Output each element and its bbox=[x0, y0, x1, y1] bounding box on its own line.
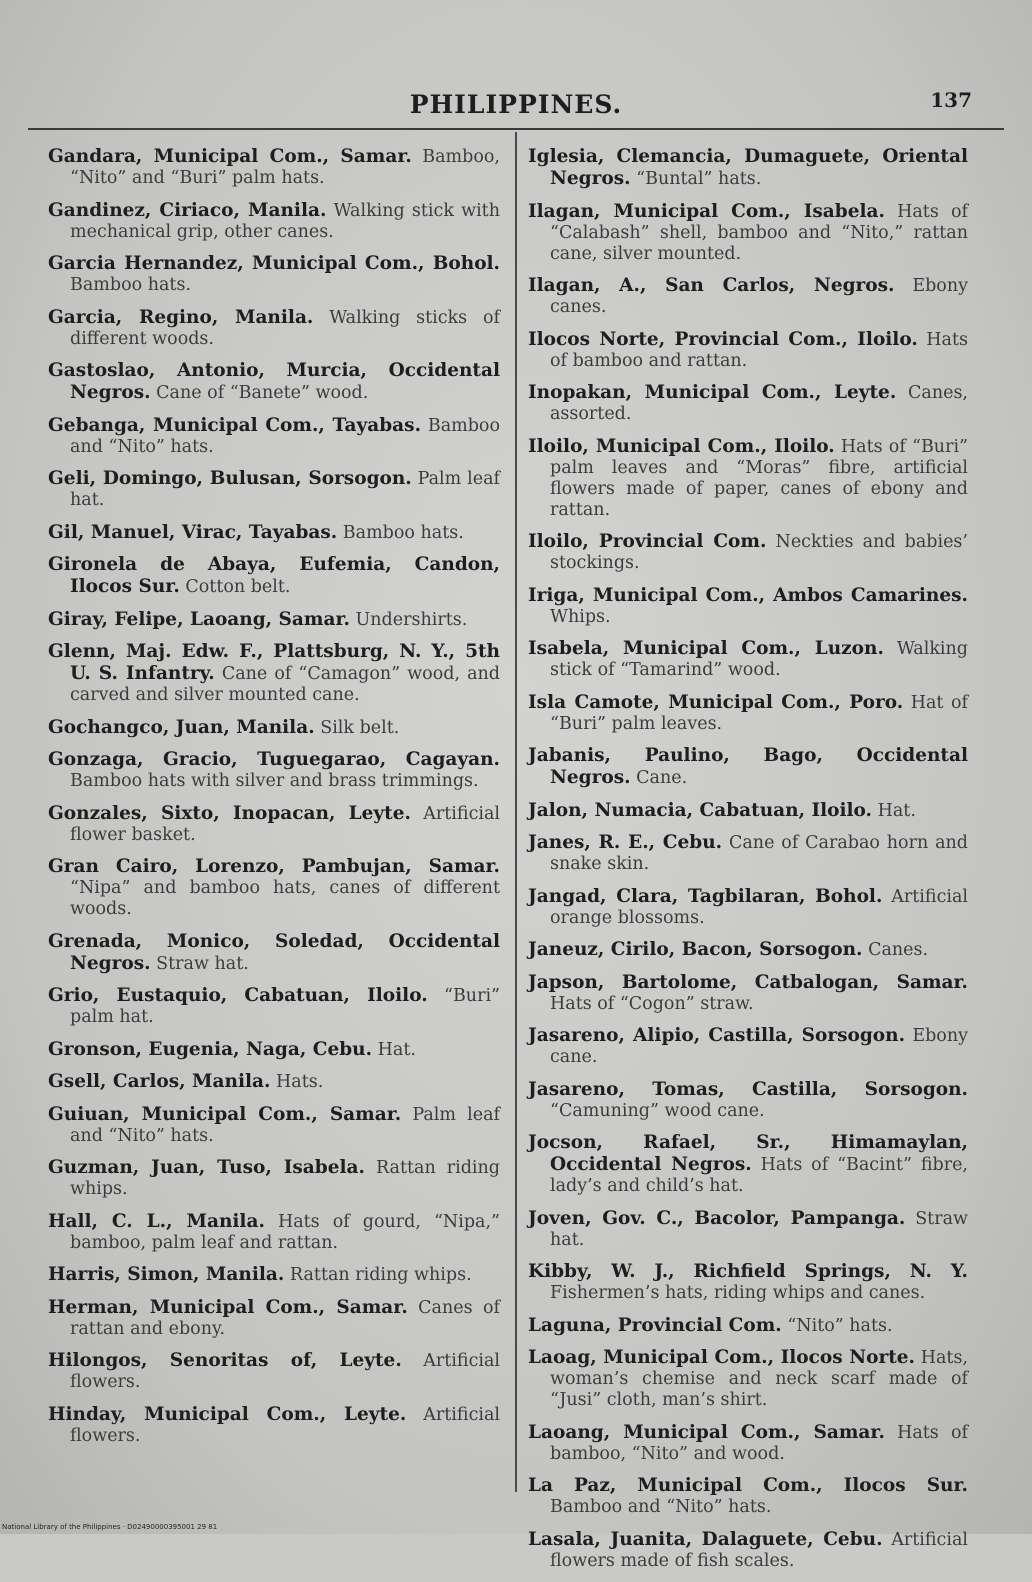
directory-entry bbox=[528, 1475, 968, 1518]
directory-entry bbox=[528, 329, 968, 372]
entry-name: Ilocos Norte, Provincial Com., Iloilo. bbox=[528, 328, 918, 350]
entry-description: “Nito” hats. bbox=[787, 1315, 893, 1336]
entry-name: Jocson, Rafael, Sr., Himamaylan, Occidental Negros. bbox=[528, 1132, 968, 1175]
directory-entry bbox=[48, 522, 500, 544]
directory-entry bbox=[528, 886, 968, 929]
directory-entry bbox=[528, 972, 968, 1015]
directory-entry bbox=[48, 749, 500, 792]
directory-entry bbox=[48, 146, 500, 189]
directory-entry bbox=[48, 1404, 500, 1447]
entry-name: Isla Camote, Municipal Com., Poro. bbox=[528, 691, 904, 713]
entry-description: Hats of “Cogon” straw. bbox=[550, 993, 754, 1014]
entry-description: Palm leaf hat. bbox=[70, 469, 500, 510]
directory-entry bbox=[528, 1208, 968, 1251]
entry-name: Gran Cairo, Lorenzo, Pambujan, Samar. bbox=[48, 856, 500, 877]
directory-entry bbox=[48, 985, 500, 1028]
directory-entry bbox=[528, 275, 968, 318]
entry-name: Herman, Municipal Com., Samar. bbox=[48, 1296, 408, 1318]
entry-name: Giray, Felipe, Laoang, Samar. bbox=[48, 608, 350, 630]
entry-name: Hall, C. L., Manila. bbox=[48, 1210, 265, 1232]
entry-name: Jasareno, Alipio, Castilla, Sorsogon. bbox=[528, 1025, 906, 1046]
entry-name: Iriga, Municipal Com., Ambos Camarines. bbox=[528, 584, 968, 606]
entry-description: Artificial flower basket. bbox=[70, 803, 500, 845]
directory-entry bbox=[48, 803, 500, 846]
directory-entry bbox=[48, 641, 500, 706]
entry-description: “Nipa” and bamboo hats, canes of different woods. bbox=[70, 878, 500, 919]
directory-entry bbox=[48, 253, 500, 296]
entry-description: “Buri” palm hat. bbox=[70, 986, 500, 1027]
entry-description: Artificial flowers made of fish scales. bbox=[550, 1529, 968, 1571]
directory-entry bbox=[48, 415, 500, 458]
entry-description: Neckties and babies’ stockings. bbox=[550, 532, 968, 573]
page-number: 137 bbox=[930, 88, 972, 112]
entry-name: Gandinez, Ciriaco, Manila. bbox=[48, 199, 327, 221]
entry-description: Cotton belt. bbox=[185, 577, 291, 597]
entry-name: La Paz, Municipal Com., Ilocos Sur. bbox=[528, 1475, 968, 1496]
entry-name: Kibby, W. J., Richfield Springs, N. Y. bbox=[528, 1261, 968, 1282]
directory-entry bbox=[48, 1297, 500, 1340]
entry-name: Gonzales, Sixto, Inopacan, Leyte. bbox=[48, 802, 411, 824]
directory-entry bbox=[528, 382, 968, 425]
entry-description: Hats, woman’s chemise and neck scarf made of “Jusi” cloth, man’s shirt. bbox=[550, 1348, 968, 1410]
entry-name: Grenada, Monico, Soledad, Occidental Negros. bbox=[48, 930, 500, 974]
entry-name: Ilagan, Municipal Com., Isabela. bbox=[528, 200, 885, 222]
entry-name: Hilongos, Senoritas of, Leyte. bbox=[48, 1350, 402, 1371]
entry-description: Hat of “Buri” palm leaves. bbox=[550, 692, 968, 734]
column-divider bbox=[515, 132, 517, 1492]
directory-entry bbox=[48, 554, 500, 598]
directory-entry bbox=[48, 360, 500, 404]
entry-name: Grio, Eustaquio, Cabatuan, Iloilo. bbox=[48, 985, 428, 1006]
entry-name: Janeuz, Cirilo, Bacon, Sorsogon. bbox=[528, 939, 863, 960]
entry-name: Gsell, Carlos, Manila. bbox=[48, 1071, 271, 1092]
entry-name: Joven, Gov. C., Bacolor, Pampanga. bbox=[528, 1207, 906, 1229]
entry-description: Bamboo hats. bbox=[342, 522, 464, 543]
entry-description: Cane of Carabao horn and snake skin. bbox=[550, 833, 968, 874]
entry-description: Hats of “Buri” palm leaves and “Moras” fibre, artificial flowers made of paper, canes of ebony and rattan. bbox=[550, 436, 968, 520]
directory-entry bbox=[528, 201, 968, 265]
directory-entry bbox=[48, 1039, 500, 1061]
entry-description: “Buntal” hats. bbox=[636, 169, 762, 189]
entry-description: Straw hat. bbox=[550, 1208, 968, 1250]
entry-description: Fishermen’s hats, riding whips and canes. bbox=[550, 1283, 926, 1303]
entry-name: Jasareno, Tomas, Castilla, Sorsogon. bbox=[528, 1078, 968, 1100]
entry-description: Whips. bbox=[550, 606, 611, 627]
entry-name: Janes, R. E., Cebu. bbox=[528, 832, 723, 853]
entry-description: Canes of rattan and ebony. bbox=[70, 1297, 500, 1339]
directory-entry bbox=[48, 1350, 500, 1393]
directory-entry bbox=[48, 717, 500, 739]
directory-entry bbox=[48, 931, 500, 975]
entry-description: Bamboo and “Nito” hats. bbox=[550, 1497, 772, 1517]
entry-description: Ebony canes. bbox=[550, 276, 968, 317]
directory-entry bbox=[528, 1079, 968, 1122]
directory-entry bbox=[528, 585, 968, 628]
directory-entry bbox=[48, 609, 500, 631]
entry-description: Silk belt. bbox=[320, 717, 400, 738]
entry-name: Gironela de Abaya, Eufemia, Candon, Ilocos Sur. bbox=[48, 554, 500, 597]
entry-name: Jangad, Clara, Tagbilaran, Bohol. bbox=[528, 885, 883, 907]
directory-entry bbox=[528, 436, 968, 521]
header-rule bbox=[28, 128, 1004, 130]
entry-name: Laoang, Municipal Com., Samar. bbox=[528, 1421, 885, 1443]
entry-name: Gonzaga, Gracio, Tuguegarao, Cagayan. bbox=[48, 749, 500, 770]
scan-credit: National Library of the Philippines · D02490000395001 29 81 bbox=[2, 1523, 218, 1531]
entry-name: Glenn, Maj. Edw. F., Plattsburg, N. Y., 5th U. S. Infantry. bbox=[48, 641, 500, 684]
directory-entry bbox=[528, 1315, 968, 1337]
entry-name: Gronson, Eugenia, Naga, Cebu. bbox=[48, 1038, 373, 1060]
entry-name: Ilagan, A., San Carlos, Negros. bbox=[528, 275, 895, 296]
entry-description: Hats of “Calabash” shell, bamboo and “Nito,” rattan cane, silver mounted. bbox=[550, 201, 968, 264]
directory-entry bbox=[48, 1071, 500, 1093]
entry-description: Hat. bbox=[877, 800, 916, 821]
entry-description: Ebony cane. bbox=[550, 1026, 968, 1067]
directory-entry bbox=[528, 638, 968, 681]
directory-entry bbox=[528, 939, 968, 961]
entry-description: Walking sticks of different woods. bbox=[70, 307, 500, 349]
entry-name: Iloilo, Municipal Com., Iloilo. bbox=[528, 435, 835, 457]
entry-name: Japson, Bartolome, Catbalogan, Samar. bbox=[528, 971, 968, 993]
entry-description: Artificial orange blossoms. bbox=[550, 886, 968, 928]
entry-description: Hats of gourd, “Nipa,” bamboo, palm leaf and rattan. bbox=[70, 1211, 500, 1253]
entry-name: Laoag, Municipal Com., Ilocos Norte. bbox=[528, 1347, 915, 1368]
entry-name: Jabanis, Paulino, Bago, Occidental Negros. bbox=[528, 745, 968, 788]
entry-description: Artificial flowers. bbox=[70, 1404, 500, 1446]
directory-entry bbox=[528, 1422, 968, 1465]
entry-name: Hinday, Municipal Com., Leyte. bbox=[48, 1403, 407, 1425]
entry-name: Iloilo, Provincial Com. bbox=[528, 531, 767, 552]
entry-description: Rattan riding whips. bbox=[289, 1265, 472, 1285]
entry-description: Hats of bamboo, “Nito” and wood. bbox=[550, 1422, 968, 1464]
entry-description: Bamboo hats with silver and brass trimmings. bbox=[70, 771, 479, 791]
entry-name: Geli, Domingo, Bulusan, Sorsogon. bbox=[48, 468, 412, 489]
entry-description: Rattan riding whips. bbox=[70, 1158, 500, 1199]
directory-entry bbox=[528, 1529, 968, 1572]
entry-description: Bamboo hats. bbox=[70, 275, 192, 295]
directory-entry bbox=[528, 1132, 968, 1197]
entry-description: Cane of “Banete” wood. bbox=[156, 383, 369, 403]
directory-entry bbox=[48, 468, 500, 511]
page-title: PHILIPPINES. bbox=[409, 90, 623, 119]
entry-description: Canes. bbox=[868, 940, 929, 960]
entry-name: Gochangco, Juan, Manila. bbox=[48, 716, 315, 738]
directory-entry bbox=[528, 1347, 968, 1411]
entry-description: Hats of bamboo and rattan. bbox=[550, 329, 968, 371]
directory-entry bbox=[528, 531, 968, 574]
directory-entry bbox=[528, 1025, 968, 1068]
entry-description: Undershirts. bbox=[355, 609, 468, 630]
entry-name: Jalon, Numacia, Cabatuan, Iloilo. bbox=[528, 799, 873, 821]
directory-entry bbox=[48, 200, 500, 243]
entry-name: Iglesia, Clemancia, Dumaguete, Oriental Negros. bbox=[528, 146, 968, 189]
entry-name: Garcia, Regino, Manila. bbox=[48, 306, 314, 328]
entry-description: Hats of “Bacint” fibre, lady’s and child’s hat. bbox=[550, 1155, 968, 1196]
directory-entry bbox=[48, 1104, 500, 1147]
right-column bbox=[528, 146, 968, 1582]
directory-entry bbox=[48, 1211, 500, 1254]
entry-description: Artificial flowers. bbox=[70, 1351, 500, 1392]
entry-description: Hats. bbox=[276, 1072, 324, 1092]
entry-description: Cane of “Camagon” wood, and carved and silver mounted cane. bbox=[70, 664, 500, 705]
directory-entry bbox=[528, 1261, 968, 1304]
directory-entry bbox=[528, 800, 968, 822]
entry-description: Cane. bbox=[636, 768, 688, 788]
entry-description: “Camuning” wood cane. bbox=[550, 1100, 765, 1121]
entry-name: Guiuan, Municipal Com., Samar. bbox=[48, 1103, 402, 1125]
entry-name: Garcia Hernandez, Municipal Com., Bohol. bbox=[48, 253, 500, 274]
entry-name: Gebanga, Municipal Com., Tayabas. bbox=[48, 414, 422, 436]
directory-entry bbox=[528, 745, 968, 789]
directory-entry bbox=[48, 1157, 500, 1200]
entry-description: Bamboo and “Nito” hats. bbox=[70, 415, 500, 457]
entry-name: Gil, Manuel, Virac, Tayabas. bbox=[48, 521, 338, 543]
entry-name: Laguna, Provincial Com. bbox=[528, 1314, 782, 1336]
entry-description: Bamboo, “Nito” and “Buri” palm hats. bbox=[70, 147, 500, 188]
directory-entry bbox=[528, 832, 968, 875]
entry-name: Guzman, Juan, Tuso, Isabela. bbox=[48, 1157, 365, 1178]
entry-description: Palm leaf and “Nito” hats. bbox=[70, 1104, 500, 1146]
directory-entry bbox=[48, 307, 500, 350]
entry-name: Harris, Simon, Manila. bbox=[48, 1264, 285, 1285]
entry-description: Canes, assorted. bbox=[550, 383, 968, 424]
entry-name: Gandara, Municipal Com., Samar. bbox=[48, 146, 412, 167]
left-column bbox=[48, 146, 500, 1457]
entry-description: Walking stick with mechanical grip, other canes. bbox=[70, 200, 500, 242]
entry-name: Inopakan, Municipal Com., Leyte. bbox=[528, 382, 897, 403]
directory-entry bbox=[528, 146, 968, 190]
directory-entry bbox=[528, 692, 968, 735]
directory-entry bbox=[48, 856, 500, 920]
entry-name: Gastoslao, Antonio, Murcia, Occidental Negros. bbox=[48, 360, 500, 403]
entry-name: Lasala, Juanita, Dalaguete, Cebu. bbox=[528, 1528, 883, 1550]
entry-description: Hat. bbox=[377, 1039, 416, 1060]
entry-description: Walking stick of “Tamarind” wood. bbox=[550, 639, 968, 680]
entry-description: Straw hat. bbox=[156, 953, 249, 974]
directory-entry bbox=[48, 1264, 500, 1286]
entry-name: Isabela, Municipal Com., Luzon. bbox=[528, 638, 884, 659]
